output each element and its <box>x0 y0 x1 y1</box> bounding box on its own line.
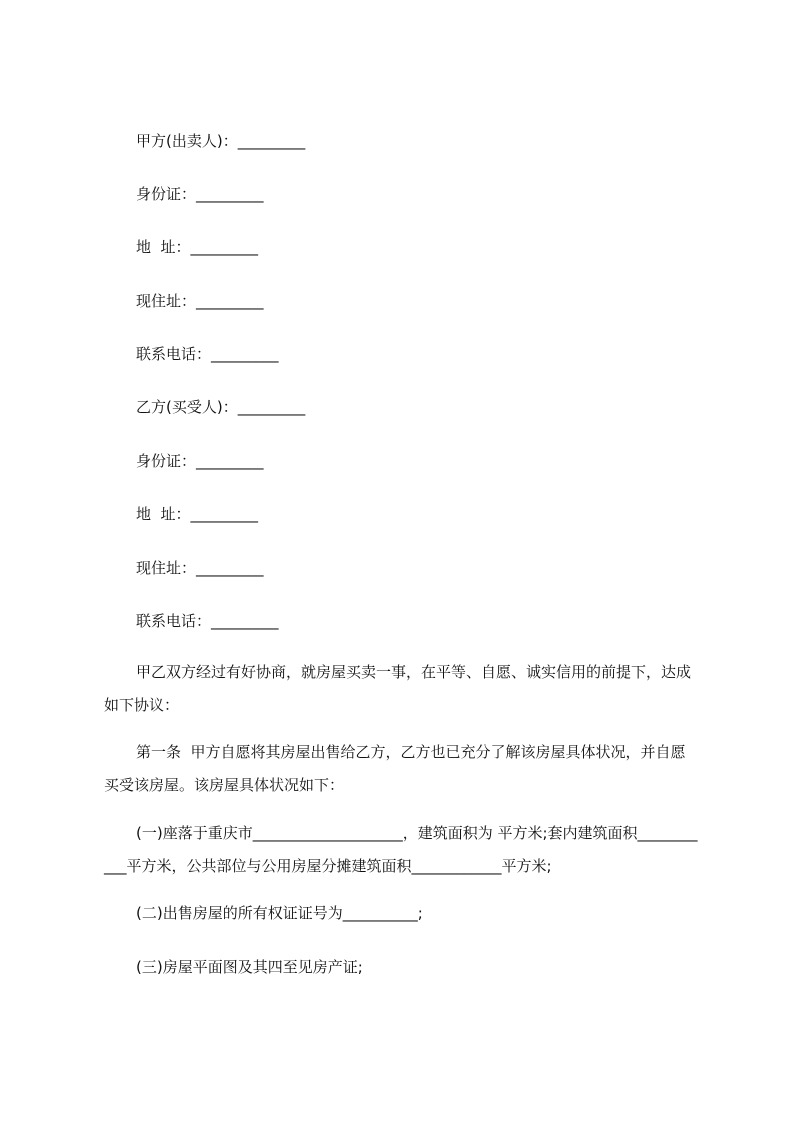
party-a-address: 地 址：_________ <box>136 238 259 256</box>
party-b-id: 身份证：_________ <box>136 452 264 470</box>
party-b-current-address: 现住址：_________ <box>136 559 264 577</box>
party-a-name: 甲方(出卖人)：_________ <box>136 132 306 150</box>
party-a-id: 身份证：_________ <box>136 185 264 203</box>
article-1-item-2: (二)出售房屋的所有权证证号为__________; <box>136 904 423 922</box>
article-1-item-3: (三)房屋平面图及其四至见房产证; <box>136 958 363 976</box>
article-1-paragraph: 第一条 甲方自愿将其房屋出售给乙方，乙方也已充分了解该房屋具体状况，并自愿买受该房屋。该房屋具体状况如下： <box>104 743 686 794</box>
party-a-phone: 联系电话：_________ <box>136 345 279 363</box>
article-1-item-1: (一)座落于重庆市____________________，建筑面积为 平方米;套内建筑面积___________平方米，公共部位与公用房屋分摊建筑面积____________平方米; <box>104 824 698 875</box>
party-b-phone: 联系电话：_________ <box>136 612 279 630</box>
intro-paragraph: 甲乙双方经过有好协商，就房屋买卖一事，在平等、自愿、诚实信用的前提下，达成如下协议： <box>104 663 692 714</box>
party-b-name: 乙方(买受人)：_________ <box>136 398 306 416</box>
party-a-current-address: 现住址：_________ <box>136 292 264 310</box>
party-b-address: 地 址：_________ <box>136 505 259 523</box>
